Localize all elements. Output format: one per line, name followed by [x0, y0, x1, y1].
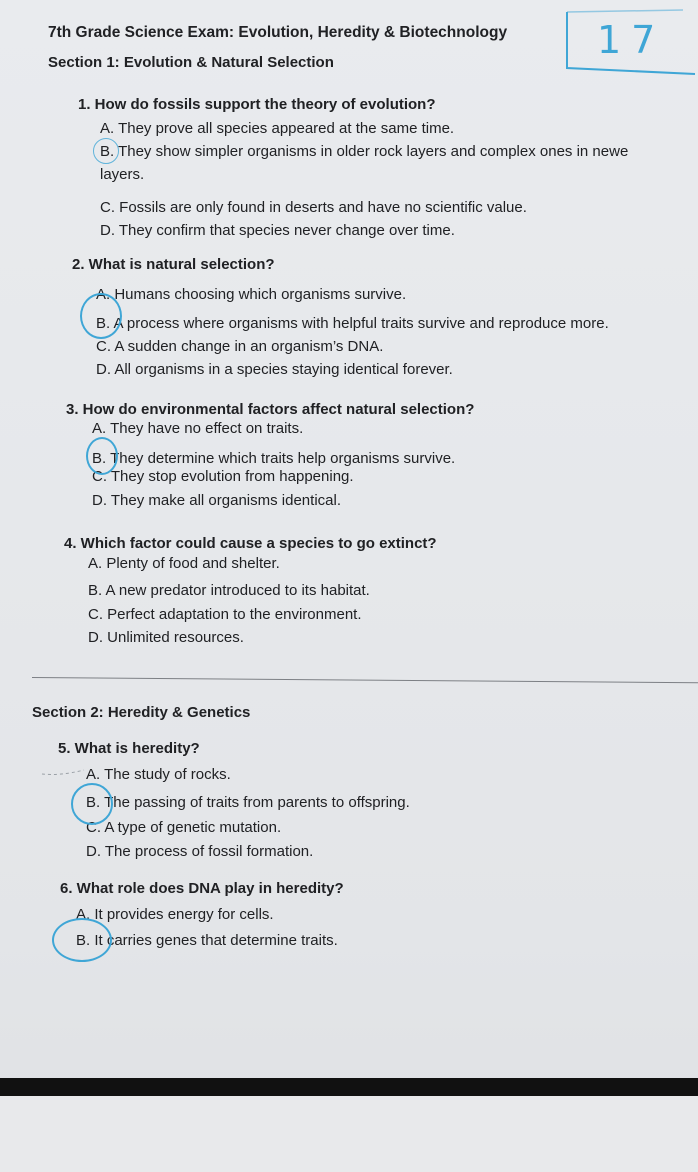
question-3-option-a: A. They have no effect on traits. [92, 420, 304, 437]
section-1-title: Section 1: Evolution & Natural Selection [48, 54, 334, 71]
question-5-option-d: D. The process of fossil formation. [86, 843, 314, 860]
question-3-option-d: D. They make all organisms identical. [92, 492, 341, 509]
question-1-option-b-continued: layers. [100, 166, 145, 183]
question-4-option-a: A. Plenty of food and shelter. [88, 555, 280, 572]
question-4-option-b: B. A new predator introduced to its habitat. [88, 582, 370, 599]
question-5-prompt: 5. What is heredity? [58, 740, 200, 757]
exam-title: 7th Grade Science Exam: Evolution, Heredity & Biotechnology [48, 24, 508, 41]
question-3-option-b: B. They determine which traits help organisms survive. [92, 450, 456, 467]
question-1-option-d: D. They confirm that species never change over time. [100, 222, 455, 239]
answer-circle-q1 [93, 138, 119, 164]
answer-circle-q6 [52, 918, 112, 962]
question-4-option-d: D. Unlimited resources. [88, 629, 244, 646]
answer-circle-q3 [86, 437, 118, 475]
question-5-option-a: A. The study of rocks. [86, 766, 231, 783]
question-2-option-a: A. Humans choosing which organisms survive. [96, 286, 407, 303]
question-6-option-b: B. It carries genes that determine traits. [76, 932, 338, 949]
question-6-option-a: A. It provides energy for cells. [76, 906, 274, 923]
stray-pen-mark [40, 764, 100, 784]
score-handwritten: 17 [597, 18, 666, 62]
question-1-prompt: 1. How do fossils support the theory of evolution? [78, 96, 436, 113]
question-2-option-c: C. A sudden change in an organism’s DNA. [96, 338, 384, 355]
question-5-option-b: B. The passing of traits from parents to offspring. [86, 794, 410, 811]
answer-circle-q2 [80, 293, 122, 339]
question-2-option-b: B. A process where organisms with helpful traits survive and reproduce more. [96, 315, 609, 332]
screen-edge-bar [0, 1078, 698, 1096]
answer-circle-q5 [71, 783, 113, 825]
question-2-option-d: D. All organisms in a species staying identical forever. [96, 361, 453, 378]
question-5-option-c: C. A type of genetic mutation. [86, 819, 282, 836]
score-box [565, 8, 698, 74]
question-4-prompt: 4. Which factor could cause a species to go extinct? [64, 535, 437, 552]
question-3-prompt: 3. How do environmental factors affect natural selection? [66, 401, 475, 418]
question-6-prompt: 6. What role does DNA play in heredity? [60, 880, 344, 897]
question-2-prompt: 2. What is natural selection? [72, 256, 275, 273]
question-3-option-c: C. They stop evolution from happening. [92, 468, 354, 485]
question-4-option-c: C. Perfect adaptation to the environment. [88, 606, 362, 623]
section-divider [32, 677, 698, 683]
question-1-option-c: C. Fossils are only found in deserts and have no scientific value. [100, 199, 527, 216]
table-surface [0, 1096, 698, 1172]
section-2-title: Section 2: Heredity & Genetics [32, 704, 251, 721]
question-1-option-a: A. They prove all species appeared at the same time. [100, 120, 455, 137]
question-1-option-b: B. They show simpler organisms in older rock layers and complex ones in newe [100, 143, 629, 160]
